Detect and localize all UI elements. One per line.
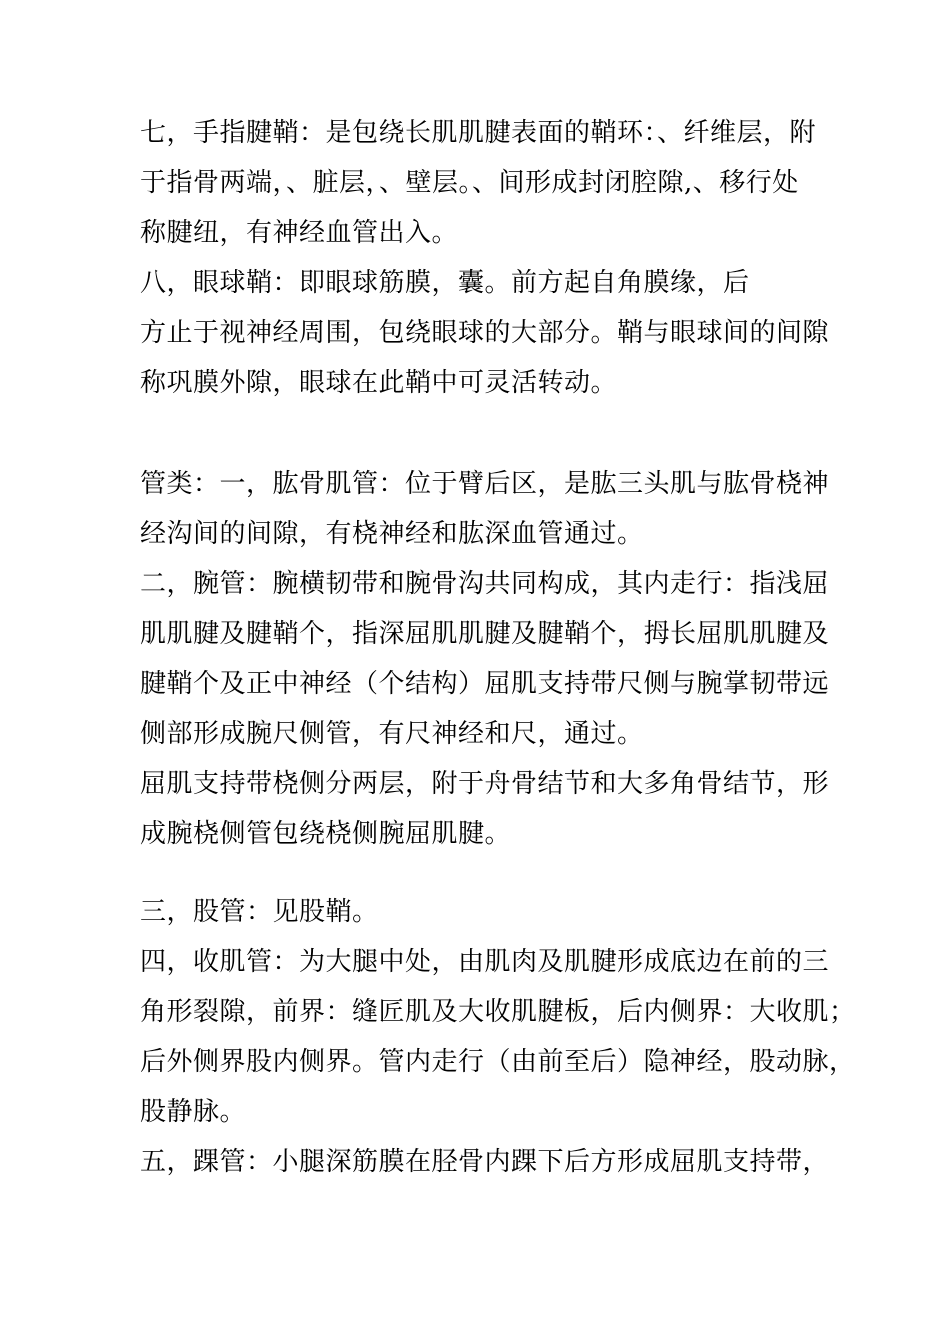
text-line: 经沟间的间隙，有桡神经和肱深血管通过。 <box>140 519 644 549</box>
text-line: 三，股管：见股鞘。 <box>140 897 379 927</box>
text-line: 方止于视神经周围，包绕眼球的大部分。鞘与眼球间的间隙 <box>140 318 830 348</box>
text-line: 称巩膜外隙，眼球在此鞘中可灵活转动。 <box>140 368 618 398</box>
text-line: 八，眼球鞘：即眼球筋膜，囊。前方起自角膜缘，后 <box>140 268 750 298</box>
text-line: 侧部形成腕尺侧管，有尺神经和尺，通过。 <box>140 719 644 749</box>
text-line: 角形裂隙，前界：缝匠肌及大收肌腱板，后内侧界：大收肌； <box>140 997 856 1027</box>
text-line: 七，手指腱鞘：是包绕长肌肌腱表面的鞘环：、纤维层，附 <box>140 118 817 148</box>
text-line: 管类：一，肱骨肌管：位于臂后区，是肱三头肌与肱骨桡神 <box>140 469 830 499</box>
text-line: 腱鞘个及正中神经（个结构）屈肌支持带尺侧与腕掌韧带远 <box>140 669 830 699</box>
text-line: 四，收肌管：为大腿中处，由肌肉及肌腱形成底边在前的三 <box>140 947 830 977</box>
text-line: 成腕桡侧管包绕桡侧腕屈肌腱。 <box>140 819 512 849</box>
text-line: 屈肌支持带桡侧分两层，附于舟骨结节和大多角骨结节，形 <box>140 769 830 799</box>
text-line: 称腱纽，有神经血管出入。 <box>140 218 459 248</box>
text-line: 肌肌腱及腱鞘个，指深屈肌肌腱及腱鞘个，拇长屈肌肌腱及 <box>140 619 830 649</box>
text-line: 五，踝管：小腿深筋膜在胫骨内踝下后方形成屈肌支持带， <box>140 1147 830 1177</box>
text-line: 后外侧界股内侧界。管内走行（由前至后）隐神经，股动脉， <box>140 1047 856 1077</box>
text-line: 二，腕管：腕横韧带和腕骨沟共同构成，其内走行：指浅屈 <box>140 569 830 599</box>
text-line: 于指骨两端，、脏层，、壁层。、间形成封闭腔隙,、移行处 <box>140 168 799 198</box>
text-line: 股静脉。 <box>140 1097 247 1127</box>
